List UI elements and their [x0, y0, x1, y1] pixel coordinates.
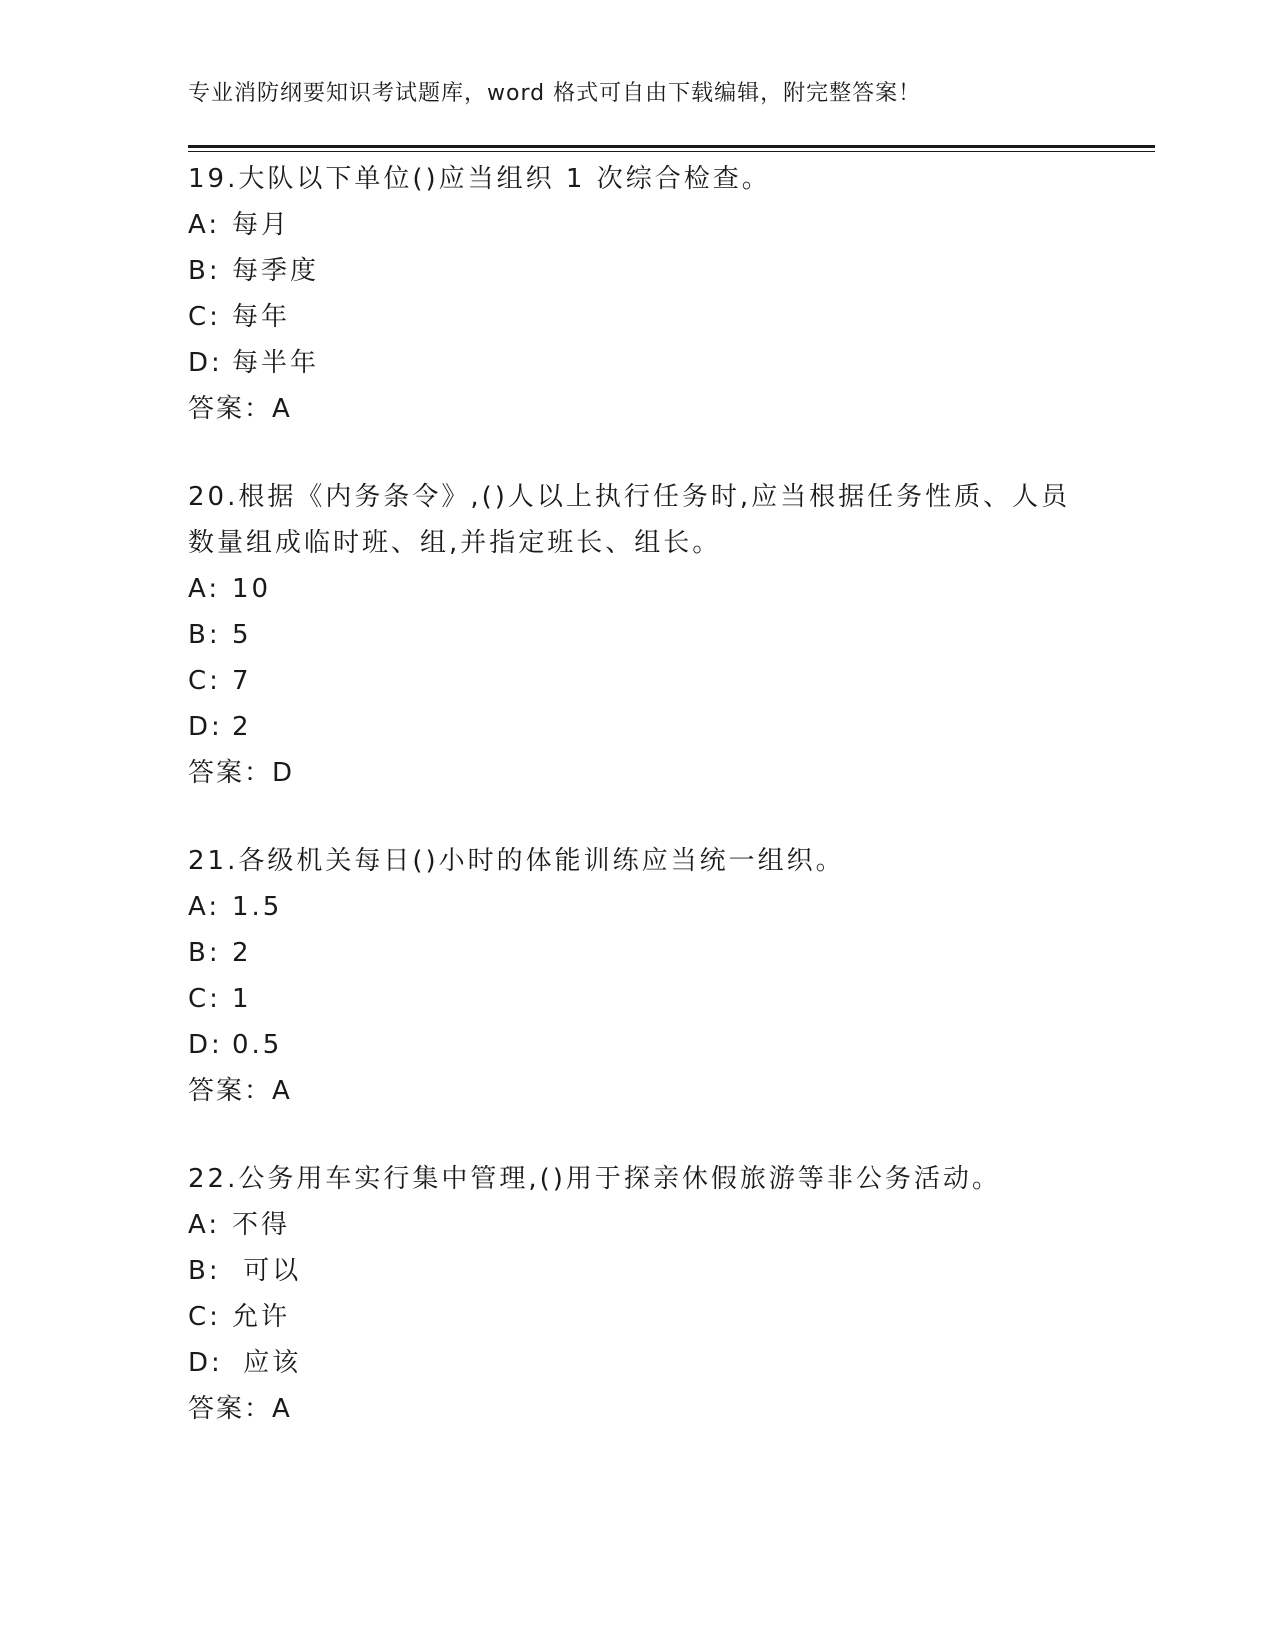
header-rule-thick [188, 145, 1155, 148]
question-stem: 19.大队以下单位()应当组织 1 次综合检查。 [188, 164, 771, 194]
answer-line: 答案：A [188, 1076, 292, 1106]
option-letter: C: [188, 302, 221, 332]
option-text: 允许 [232, 1302, 291, 1332]
option-letter: B: [188, 1256, 221, 1286]
option-letter: B: [188, 620, 221, 650]
option-letter: A: [188, 574, 221, 604]
option-letter: D: [188, 1348, 223, 1378]
option-letter: D: [188, 712, 223, 742]
option-text: 不得 [232, 1210, 291, 1240]
option-a [188, 884, 1088, 930]
option-b [188, 612, 1088, 658]
question-item [188, 838, 1088, 1114]
question-list [188, 156, 1088, 1474]
option-a [188, 566, 1088, 612]
option-text: 每半年 [232, 348, 320, 378]
page-header: 专业消防纲要知识考试题库，word 格式可自由下载编辑，附完整答案！ [188, 81, 922, 106]
option-letter: A: [188, 210, 221, 240]
option-text: 1.5 [232, 892, 283, 922]
option-letter: C: [188, 1302, 221, 1332]
option-text: 每年 [232, 302, 291, 332]
option-d [188, 1022, 1088, 1068]
option-letter: D: [188, 1030, 223, 1060]
option-text: 应该 [232, 1348, 302, 1378]
option-d [188, 1340, 1088, 1386]
question-item [188, 156, 1088, 432]
option-c [188, 294, 1088, 340]
question-stem: 21.各级机关每日()小时的体能训练应当统一组织。 [188, 846, 845, 876]
option-d [188, 340, 1088, 386]
option-letter: A: [188, 1210, 221, 1240]
option-text: 7 [232, 666, 252, 696]
option-b [188, 930, 1088, 976]
option-letter: C: [188, 984, 221, 1014]
option-letter: D: [188, 348, 223, 378]
option-letter: B: [188, 256, 221, 286]
option-a [188, 202, 1088, 248]
question-stem: 20.根据《内务条令》,()人以上执行任务时,应当根据任务性质、人员数量组成临时班、组,并指定班长、组长。 [188, 482, 1071, 558]
question-item [188, 1156, 1088, 1432]
option-letter: A: [188, 892, 221, 922]
option-text: 每月 [232, 210, 291, 240]
option-letter: C: [188, 666, 221, 696]
option-d [188, 704, 1088, 750]
option-c [188, 976, 1088, 1022]
option-a [188, 1202, 1088, 1248]
option-text: 每季度 [232, 256, 320, 286]
option-letter: B: [188, 938, 221, 968]
option-c [188, 658, 1088, 704]
question-stem: 22.公务用车实行集中管理,()用于探亲休假旅游等非公务活动。 [188, 1164, 1001, 1194]
answer-line: 答案：D [188, 758, 295, 788]
option-text: 1 [232, 984, 252, 1014]
answer-line: 答案：A [188, 1394, 292, 1424]
option-text: 0.5 [232, 1030, 283, 1060]
answer-line: 答案：A [188, 394, 292, 424]
option-b [188, 248, 1088, 294]
option-text: 2 [232, 938, 252, 968]
option-c [188, 1294, 1088, 1340]
question-item [188, 474, 1088, 796]
option-text: 5 [232, 620, 252, 650]
option-text: 可以 [232, 1256, 302, 1286]
option-text: 10 [232, 574, 272, 604]
option-b [188, 1248, 1088, 1294]
option-text: 2 [232, 712, 252, 742]
header-rule-thin [188, 151, 1155, 152]
